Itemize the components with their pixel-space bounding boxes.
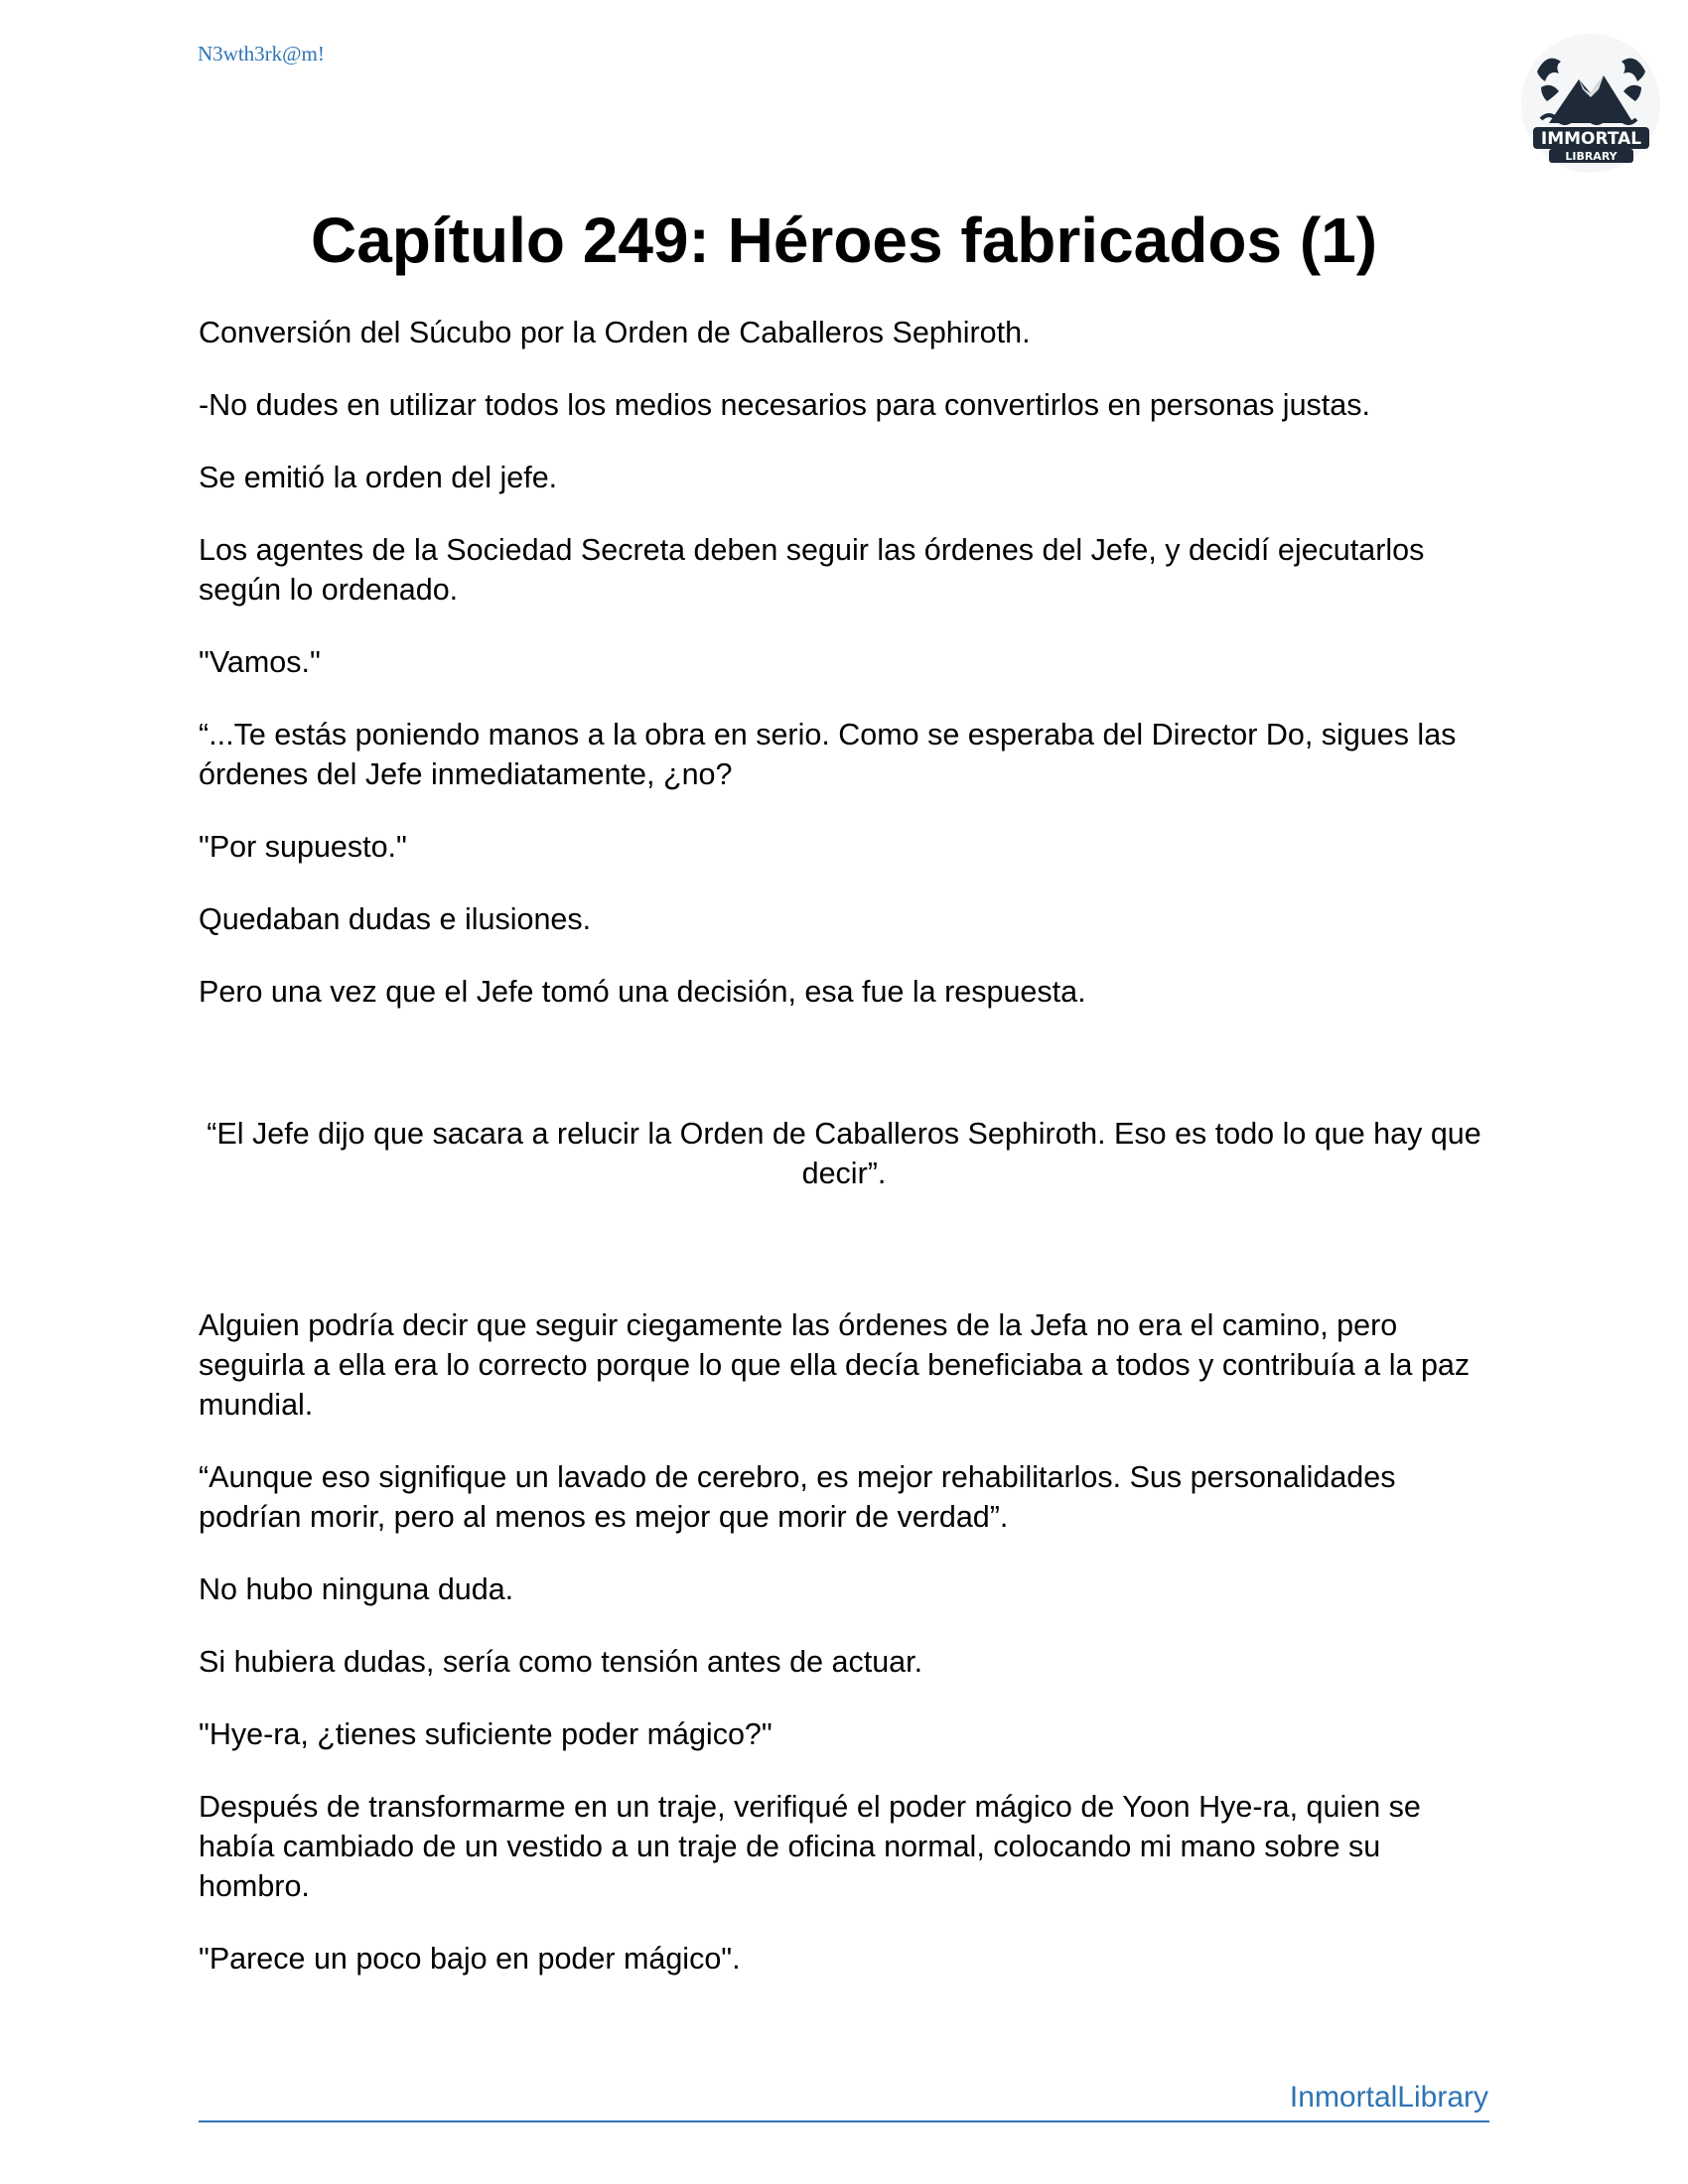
paragraph: Después de transformarme en un traje, verifiqué el poder mágico de Yoon Hye-ra, quien se había cambiado de un vestido a un traje de oficina normal, colocando mi mano sobre su hombro. (199, 1790, 1421, 1903)
section-spacer (199, 1226, 1489, 1305)
footer-divider (199, 2120, 1489, 2122)
paragraph: Se emitió la orden del jefe. (199, 461, 558, 494)
header-tag: N3wth3rk@m! (198, 42, 325, 66)
logo-text-line1: IMMORTAL (1540, 129, 1642, 149)
paragraph: Los agentes de la Sociedad Secreta deben seguir las órdenes del Jefe, y decidí ejecutarlos según lo ordenado. (199, 533, 1425, 607)
paragraph: -No dudes en utilizar todos los medios necesarios para convertirlos en personas justas. (199, 388, 1370, 422)
paragraph: Si hubiera dudas, sería como tensión antes de actuar. (199, 1645, 923, 1679)
paragraph: "Por supuesto." (199, 830, 407, 864)
logo-text-line2: LIBRARY (1565, 150, 1618, 163)
paragraph: No hubo ninguna duda. (199, 1572, 514, 1606)
paragraph: "Parece un poco bajo en poder mágico". (199, 1942, 741, 1976)
paragraph: Pero una vez que el Jefe tomó una decisión, esa fue la respuesta. (199, 975, 1086, 1009)
chapter-body (199, 313, 1489, 2011)
centered-quote: “El Jefe dijo que sacara a relucir la Orden de Caballeros Sephiroth. Eso es todo lo que hay que decir”. (207, 1117, 1481, 1190)
paragraph: Conversión del Súcubo por la Orden de Caballeros Sephiroth. (199, 316, 1031, 349)
section-spacer (199, 1044, 1489, 1114)
chapter-title: Capítulo 249: Héroes fabricados (1) (310, 205, 1378, 276)
paragraph: "Vamos." (199, 645, 321, 679)
paragraph: "Hye-ra, ¿tienes suficiente poder mágico?" (199, 1717, 773, 1751)
paragraph: “...Te estás poniendo manos a la obra en serio. Como se esperaba del Director Do, sigues las órdenes del Jefe inmediatamente, ¿no? (199, 718, 1457, 791)
immortal-library-logo-icon (1519, 32, 1663, 176)
paragraph: “Aunque eso signifique un lavado de cerebro, es mejor rehabilitarlos. Sus personalidades podrían morir, pero al menos es mejor que morir de verdad”. (199, 1460, 1396, 1534)
paragraph: Alguien podría decir que seguir ciegamente las órdenes de la Jefa no era el camino, pero seguirla a ella era lo correcto porque lo que ella decía beneficiaba a todos y contribuía a la paz mundial. (199, 1308, 1471, 1422)
paragraph: Quedaban dudas e ilusiones. (199, 902, 592, 936)
footer-link[interactable]: InmortalLibrary (1289, 2081, 1488, 2114)
